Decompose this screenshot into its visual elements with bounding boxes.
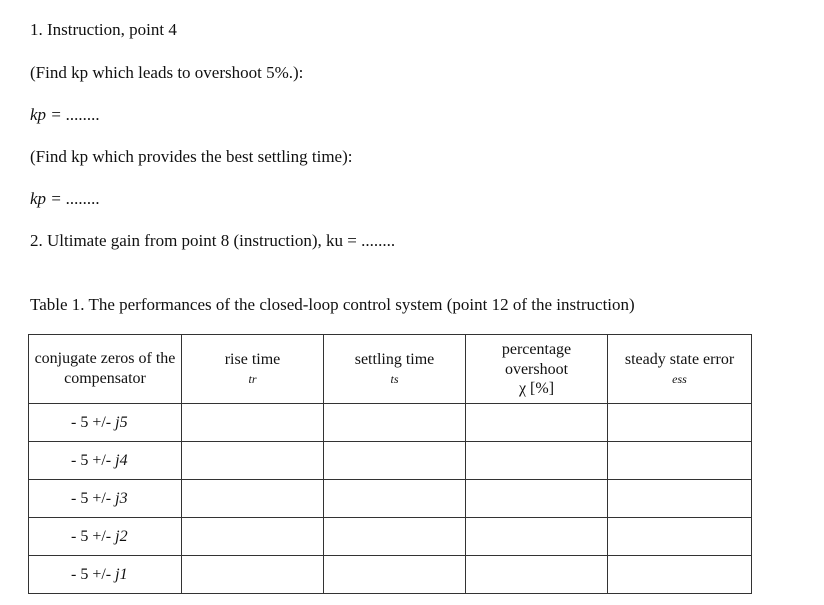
question-1-part-b-text: (Find kp which provides the best settling time):	[30, 147, 353, 166]
header-zeros-label: conjugate zeros of the compensator	[34, 350, 176, 387]
table-row	[29, 404, 752, 442]
header-settling-time-symbol: ts	[390, 372, 399, 386]
table-header-row	[29, 335, 752, 404]
zeros-prefix: - 5 +/-	[71, 565, 116, 583]
header-steady-state-error	[608, 335, 752, 404]
header-overshoot	[466, 335, 608, 404]
question-1-part-b	[30, 147, 353, 167]
overshoot-cell	[466, 480, 608, 518]
zeros-prefix: - 5 +/-	[71, 527, 116, 545]
zeros-prefix: - 5 +/-	[71, 451, 116, 469]
zeros-cell	[29, 442, 182, 480]
steady-state-error-cell	[608, 442, 752, 480]
overshoot-cell	[466, 556, 608, 594]
steady-state-error-cell	[608, 518, 752, 556]
steady-state-error-cell	[608, 556, 752, 594]
header-rise-time-symbol: tr	[248, 372, 257, 386]
table-row	[29, 556, 752, 594]
header-steady-state-error-label: steady state error	[624, 351, 735, 368]
table-row	[29, 442, 752, 480]
header-rise-time-label: rise time	[224, 351, 281, 368]
settling-time-cell	[324, 442, 466, 480]
header-settling-time-label: settling time	[354, 351, 435, 368]
header-overshoot-symbol: χ [%]	[518, 380, 555, 397]
zeros-prefix: - 5 +/-	[71, 489, 116, 507]
zeros-prefix: - 5 +/-	[71, 413, 116, 431]
question-2: 2. Ultimate gain from point 8 (instruction), ku = ........	[30, 231, 396, 250]
performance-table	[28, 334, 752, 594]
zeros-j: j3	[115, 489, 128, 507]
question-1-part-a	[30, 63, 303, 83]
question-1-heading: 1. Instruction, point 4	[30, 20, 177, 39]
steady-state-error-cell	[608, 404, 752, 442]
rise-time-cell	[182, 442, 324, 480]
table-row	[29, 480, 752, 518]
rise-time-cell	[182, 404, 324, 442]
header-zeros	[29, 335, 182, 404]
settling-time-cell	[324, 404, 466, 442]
rise-time-cell	[182, 480, 324, 518]
rise-time-cell	[182, 556, 324, 594]
header-overshoot-label: percentage overshoot	[501, 341, 572, 378]
kp-answer-b	[30, 189, 100, 209]
question-1-part-a-text: (Find kp which leads to overshoot 5%.):	[30, 63, 304, 82]
kp-answer-a	[30, 105, 100, 125]
table-caption: Table 1. The performances of the closed-loop control system (point 12 of the instruction)	[30, 295, 635, 314]
overshoot-cell	[466, 518, 608, 556]
zeros-cell	[29, 556, 182, 594]
zeros-cell	[29, 518, 182, 556]
settling-time-cell	[324, 518, 466, 556]
header-steady-state-error-symbol: ess	[672, 372, 687, 386]
zeros-j: j1	[115, 565, 128, 583]
rise-time-cell	[182, 518, 324, 556]
zeros-cell	[29, 480, 182, 518]
kp-answer-a-text: kp = ........	[30, 105, 101, 124]
zeros-j: j4	[115, 451, 128, 469]
header-settling-time	[324, 335, 466, 404]
settling-time-cell	[324, 480, 466, 518]
kp-answer-b-text: kp = ........	[30, 189, 101, 208]
table-row	[29, 518, 752, 556]
header-rise-time	[182, 335, 324, 404]
zeros-j: j2	[115, 527, 128, 545]
zeros-cell	[29, 404, 182, 442]
zeros-j: j5	[115, 413, 128, 431]
settling-time-cell	[324, 556, 466, 594]
steady-state-error-cell	[608, 480, 752, 518]
overshoot-cell	[466, 404, 608, 442]
overshoot-cell	[466, 442, 608, 480]
